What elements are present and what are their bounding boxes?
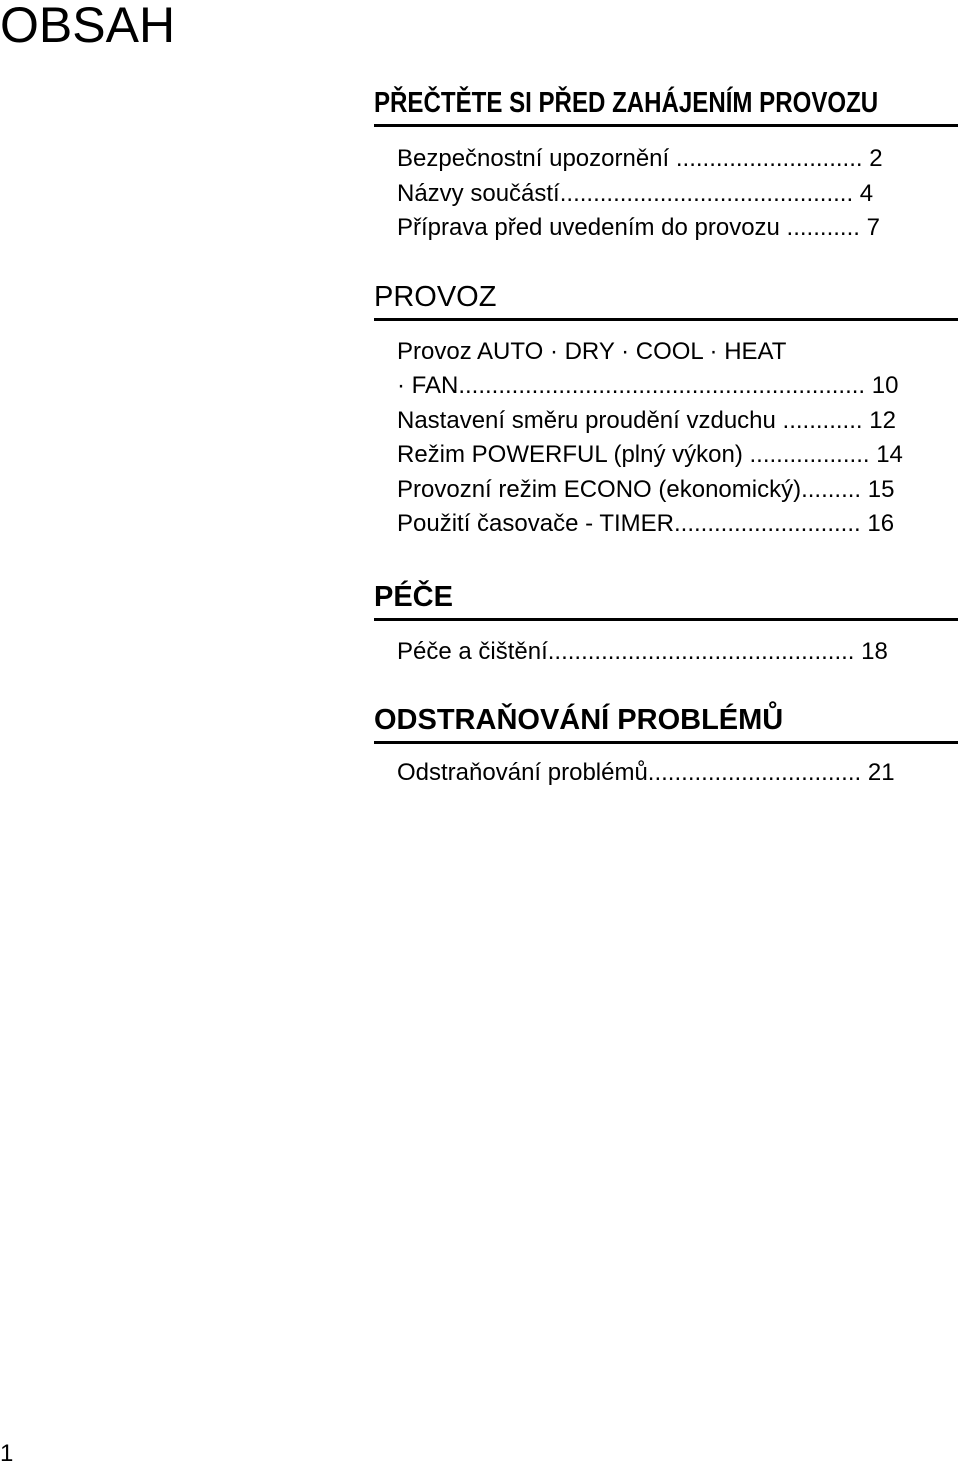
toc-entry-list xyxy=(374,744,958,791)
toc-section-care xyxy=(374,580,958,670)
toc-section-operation xyxy=(374,280,958,542)
toc-entry-list xyxy=(374,321,958,542)
section-heading: PŘEČTĚTE SI PŘED ZAHÁJENÍM PROVOZU xyxy=(374,87,879,119)
toc-entry[interactable]: Provozní režim ECONO (ekonomický)......... 15 xyxy=(397,475,895,503)
toc-entry[interactable]: Názvy součástí............................................ 4 xyxy=(397,179,874,207)
toc-entry[interactable]: Nastavení směru proudění vzduchu ............ 12 xyxy=(397,406,896,434)
toc-entry[interactable] xyxy=(397,335,958,404)
toc-section-before-operation xyxy=(374,86,958,246)
toc-entry-line: Provoz AUTO · DRY · COOL · HEAT xyxy=(397,337,787,365)
toc-entry-list xyxy=(374,621,958,670)
toc-entry[interactable]: Režim POWERFUL (plný výkon) .................. 14 xyxy=(397,441,903,468)
page-title: OBSAH xyxy=(0,0,176,53)
toc-entry[interactable]: Odstraňování problémů................................ 21 xyxy=(397,759,895,786)
toc-entry[interactable]: Péče a čištění.............................................. 18 xyxy=(397,637,888,665)
table-of-contents xyxy=(374,86,958,791)
toc-section-troubleshooting xyxy=(374,703,958,791)
toc-entry[interactable]: Příprava před uvedením do provozu ........... 7 xyxy=(397,214,880,241)
page-number: 1 xyxy=(0,1440,14,1467)
toc-entry-list xyxy=(374,127,958,246)
toc-entry[interactable]: Bezpečnostní upozornění ............................ 2 xyxy=(397,145,883,172)
toc-entry-line: · FAN............................................................. 10 xyxy=(397,372,899,399)
section-heading: ODSTRAŇOVÁNÍ PROBLÉMŮ xyxy=(374,703,958,744)
section-heading: PROVOZ xyxy=(374,280,958,321)
toc-entry[interactable]: Použití časovače - TIMER............................ 16 xyxy=(397,510,895,537)
section-heading-rule xyxy=(374,86,958,127)
section-heading: PÉČE xyxy=(374,580,958,621)
